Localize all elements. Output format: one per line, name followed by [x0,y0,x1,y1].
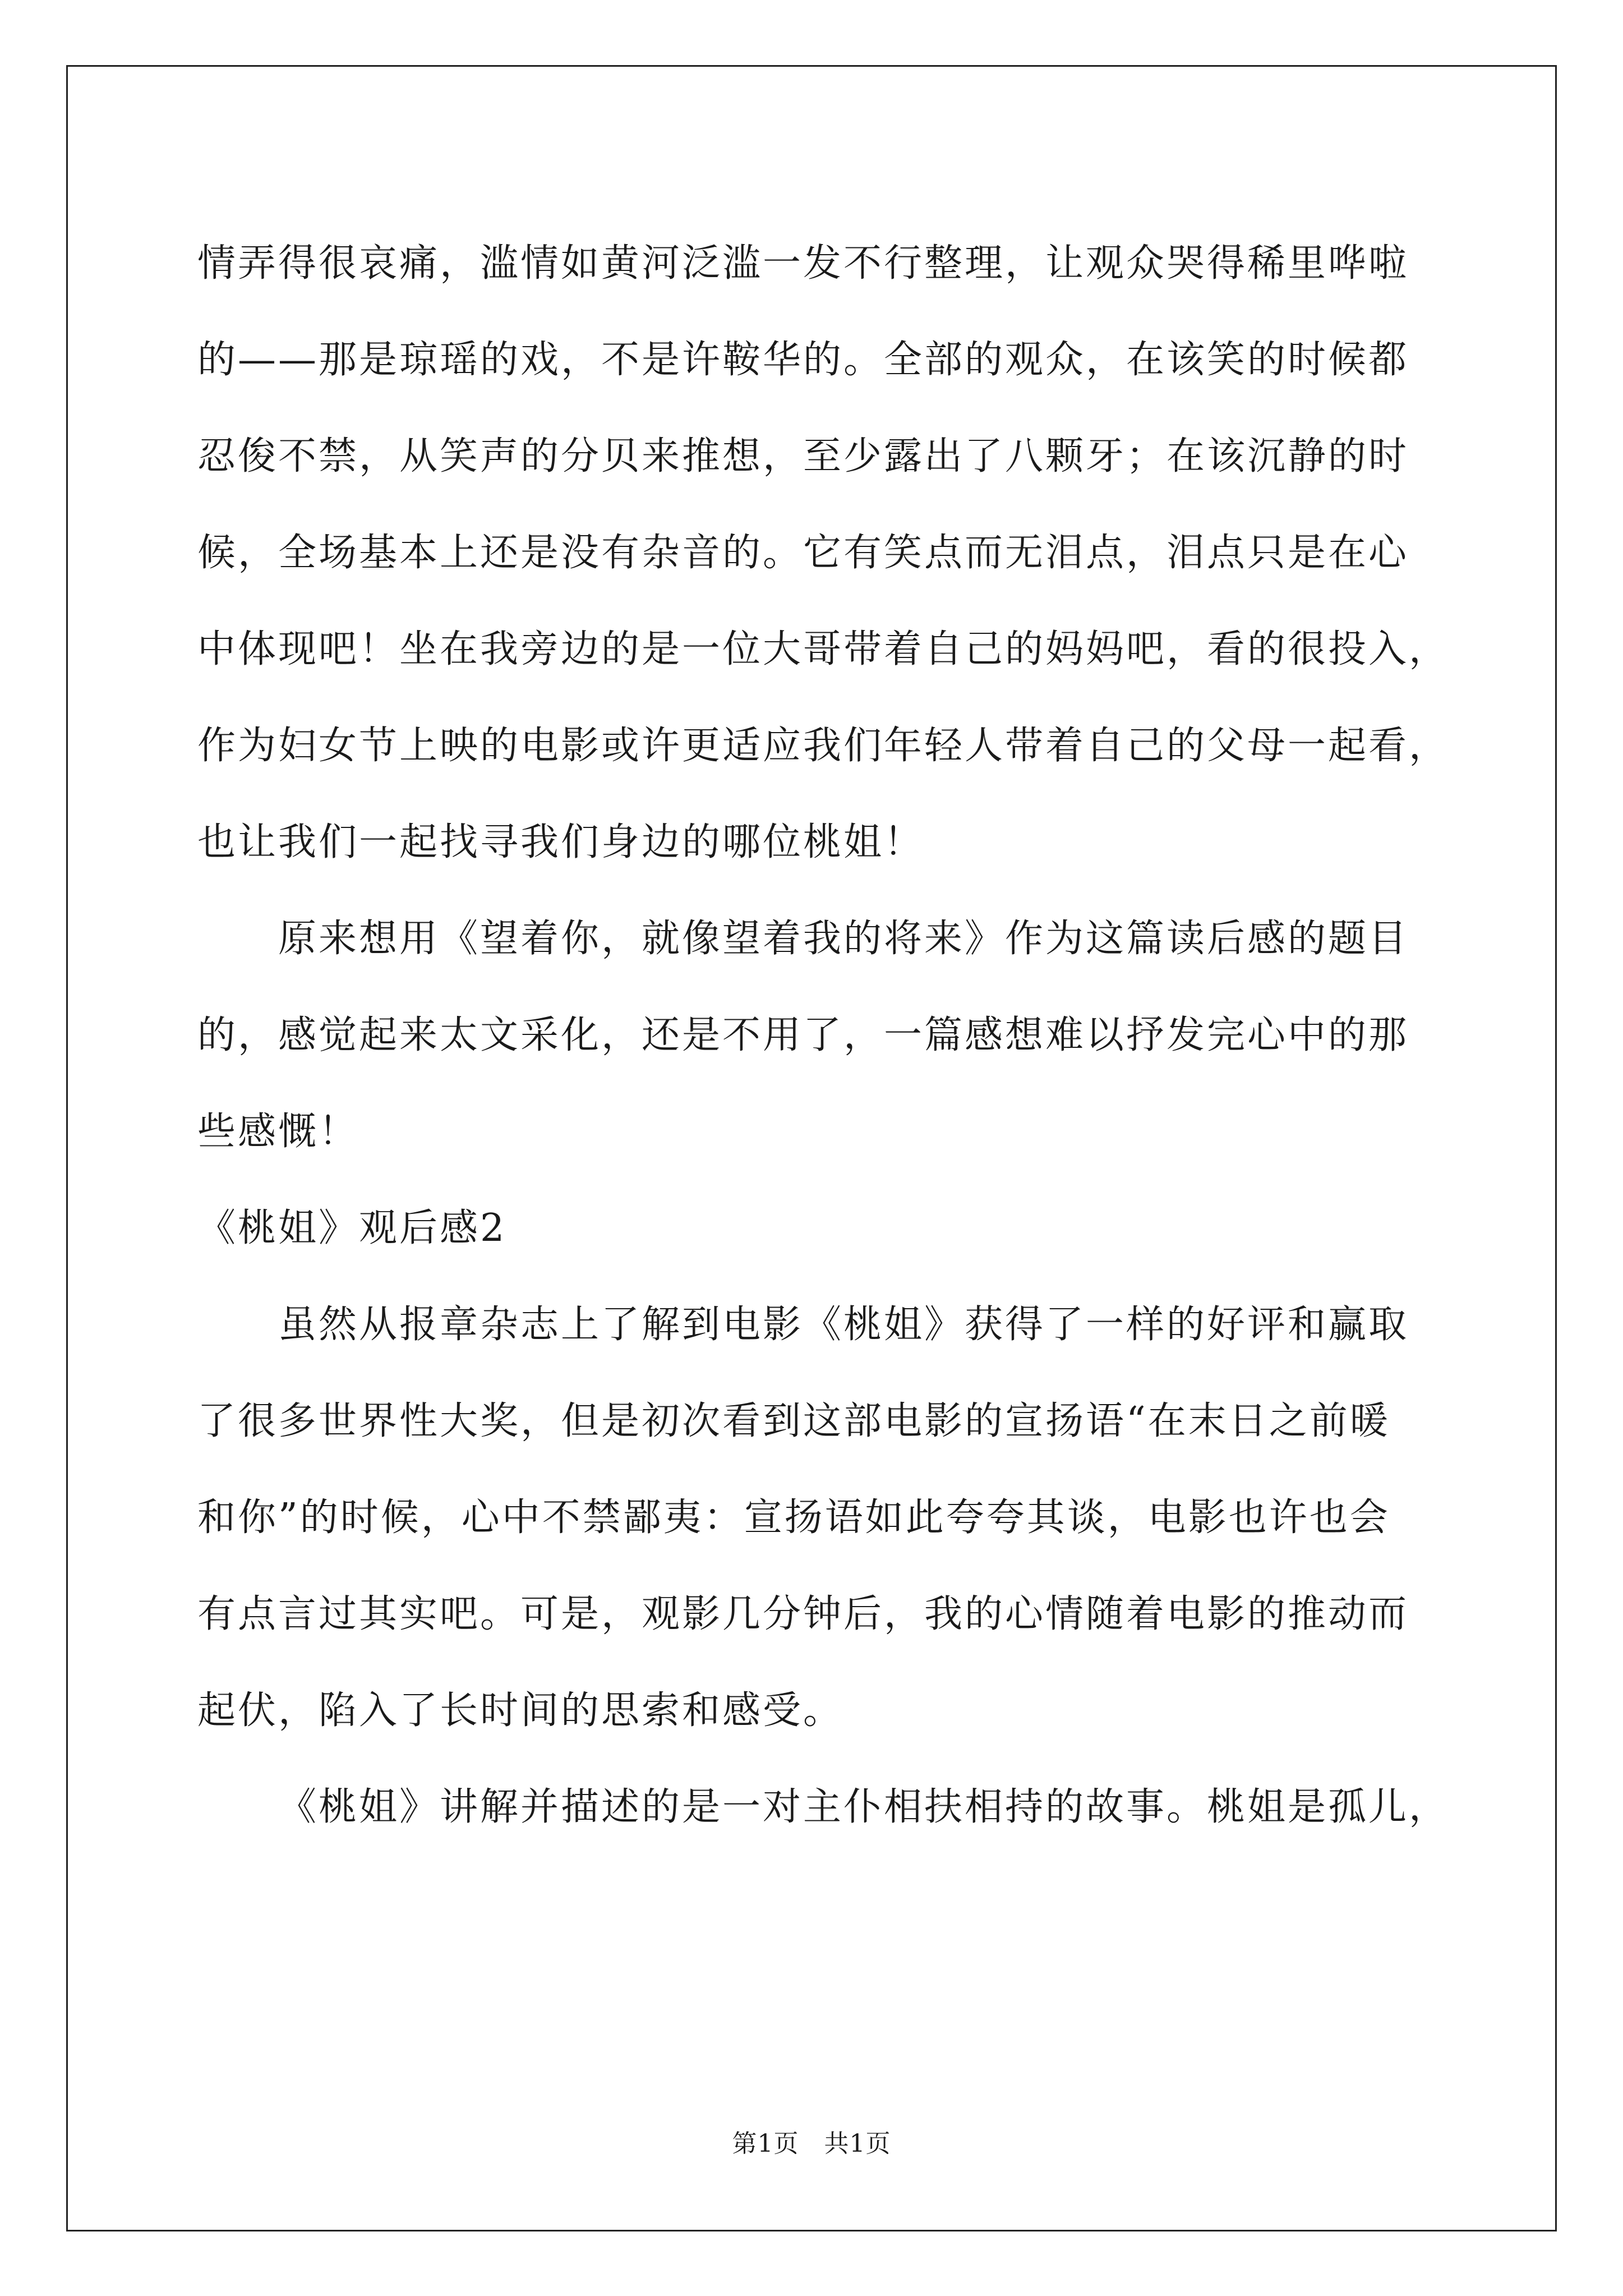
text-line: 忍俊不禁，从笑声的分贝来推想，至少露出了八颗牙；在该沉静的时 [197,434,1409,478]
text-line: 的，感觉起来太文采化，还是不用了，一篇感想难以抒发完心中的那 [197,1013,1409,1057]
text-line: 和你”的时候，心中不禁鄙夷：宣扬语如此夸夸其谈，电影也许也会 [197,1496,1390,1540]
document-body [197,215,1465,1856]
text-line: 候，全场基本上还是没有杂音的。它有笑点而无泪点，泪点只是在心 [197,531,1409,575]
text-line: 起伏，陷入了长时间的思索和感受。 [197,1688,844,1733]
text-line: 的——那是琼瑶的戏，不是许鞍华的。全部的观众，在该笑的时候都 [197,338,1409,382]
text-line: 有点言过其实吧。可是，观影几分钟后，我的心情随着电影的推动而 [197,1592,1409,1636]
text-line: 些感慨！ [197,1110,359,1154]
text-line: 中体现吧！坐在我旁边的是一位大哥带着自己的妈妈吧，看的很投入， [197,627,1450,671]
text-line: 虽然从报章杂志上了解到电影《桃姐》获得了一样的好评和赢取 [278,1303,1409,1347]
text-line: 也让我们一起找寻我们身边的哪位桃姐！ [197,820,925,864]
text-line: 原来想用《望着你，就像望着我的将来》作为这篇读后感的题目 [278,917,1409,961]
text-line: 情弄得很哀痛，滥情如黄河泛滥一发不行整理，让观众哭得稀里哗啦 [197,241,1409,286]
page-footer: 第1页 共1页 [732,2129,891,2158]
text-line: 了很多世界性大奖，但是初次看到这部电影的宣扬语“在末日之前暖 [197,1399,1390,1443]
text-line: 作为妇女节上映的电影或许更适应我们年轻人带着自己的父母一起看， [197,724,1450,768]
text-line: 《桃姐》讲解并描述的是一对主仆相扶相持的故事。桃姐是孤儿， [278,1785,1450,1829]
text-line: 《桃姐》观后感2 [197,1206,507,1250]
